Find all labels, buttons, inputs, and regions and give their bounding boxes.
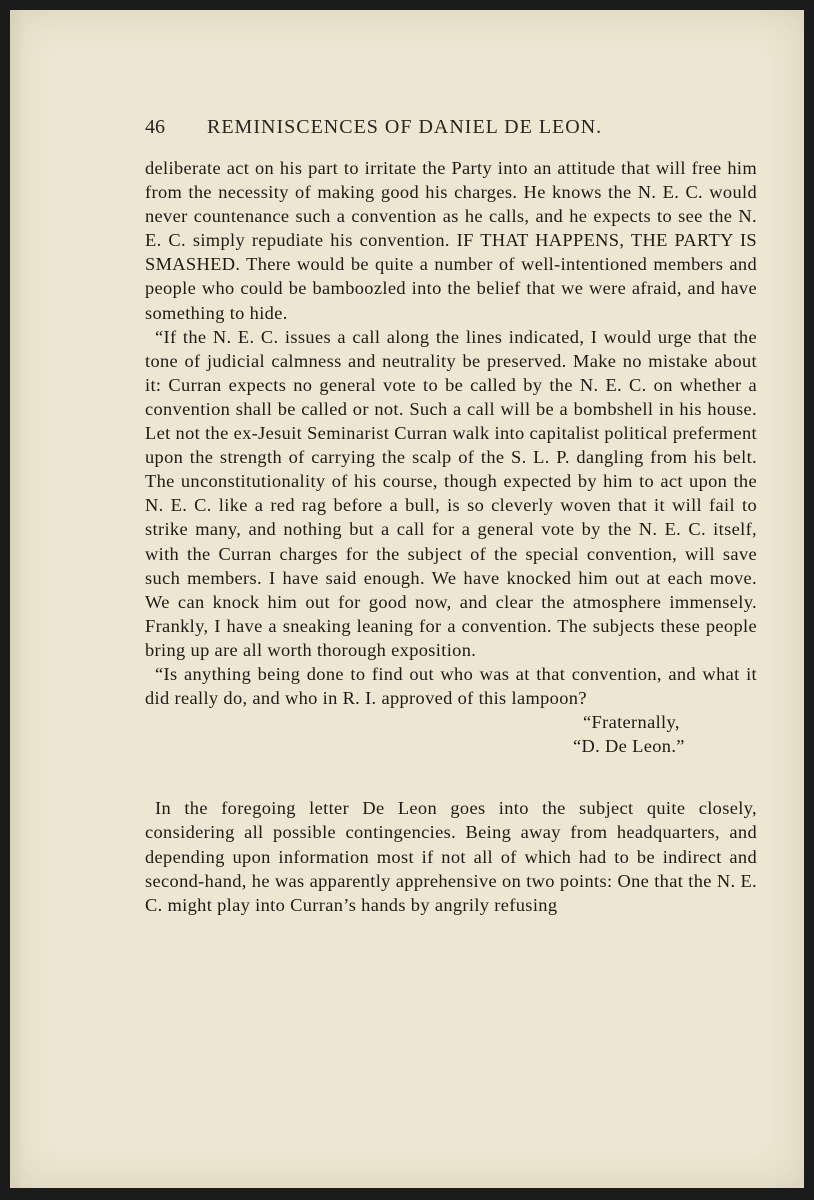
paragraph-commentary: In the foregoing letter De Leon goes into the subject quite closely, considering all possible contingencies. Being away from headquarters, and depending upon information most if not all of which had to be indirect and second-hand, he was apparently apprehensive on two points: One that the N. E. C. might play into Curran’s hands by angrily refusing xyxy=(145,798,757,915)
paragraph-continuation: deliberate act on his part to irritate the Party into an attitude that will free him from the necessity of making good his charges. He knows the N. E. C. would never countenance such a convention as he calls, and he expects to see the N. E. C. simply repudiate his convention. IF THAT HAPPENS, THE PARTY IS SMASHED. There would be quite a number of well-intentioned members and people who could be bamboozled into the belief that we were afraid, and have something to hide. xyxy=(145,158,757,323)
page-number: 46 xyxy=(145,116,165,138)
page-body xyxy=(145,156,757,917)
running-title: REMINISCENCES OF DANIEL DE LEON. xyxy=(207,116,603,138)
signature-closing: “Fraternally, xyxy=(583,712,680,733)
paragraph-letter-question: “Is anything being done to find out who was at that convention, and what it did really do, and who in R. I. approved of this lampoon? xyxy=(145,663,757,709)
letter-signature xyxy=(145,710,757,758)
book-page xyxy=(10,10,804,1188)
paragraph-letter-call: “If the N. E. C. issues a call along the lines indicated, I would urge that the tone of judicial calmness and neutrality be preserved. Make no mistake about it: Curran expects no general vote to be called by the N. E. C. on whether a convention shall be called or not. Such a call will be a bombshell in his house. Let not the ex-Jesuit Seminarist Curran walk into capitalist political preferment upon the strength of carrying the scalp of the S. L. P. dangling from his belt. The unconstitutionality of his course, though expected by him to act upon the N. E. C. like a red rag before a bull, is so cleverly woven that it will fail to strike many, and nothing but a call for a general vote by the N. E. C. itself, with the Curran charges for the subject of the special convention, will save such members. I have said enough. We have knocked him out at each move. We can knock him out for good now, and clear the atmosphere immensely. Frankly, I have a sneaking leaning for a convention. The subjects these people bring up are all worth thorough exposition. xyxy=(145,326,757,660)
running-header xyxy=(145,116,705,139)
signature-name: “D. De Leon.” xyxy=(573,736,685,757)
